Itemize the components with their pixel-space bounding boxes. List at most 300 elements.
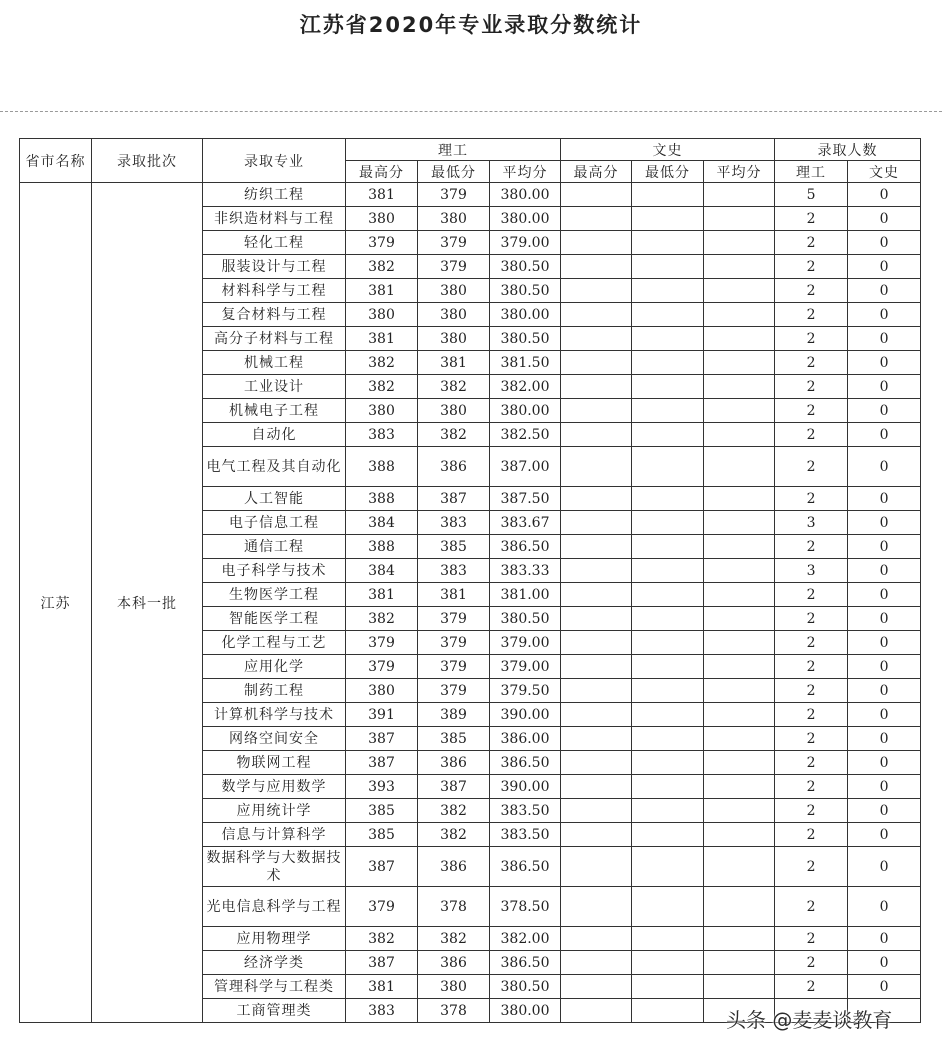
count-arts-cell: 0 [848,559,921,583]
arts-max-cell [561,423,632,447]
science-max-cell: 388 [346,447,418,487]
science-min-cell: 379 [418,631,490,655]
arts-min-cell [632,559,704,583]
arts-max-cell [561,655,632,679]
arts-min-cell [632,487,704,511]
science-max-cell: 383 [346,999,418,1023]
science-max-cell: 382 [346,375,418,399]
arts-avg-cell [704,327,775,351]
science-max-cell: 381 [346,183,418,207]
science-min-cell: 379 [418,655,490,679]
major-cell: 信息与计算科学 [203,823,346,847]
arts-avg-cell [704,351,775,375]
science-avg-cell: 381.00 [490,583,561,607]
header-row-1 [20,139,921,161]
count-science-cell: 2 [775,775,848,799]
science-max-cell: 384 [346,511,418,535]
science-max-cell: 387 [346,751,418,775]
science-max-cell: 382 [346,927,418,951]
arts-max-cell [561,447,632,487]
science-max-cell: 385 [346,823,418,847]
batch-cell: 本科一批 [92,183,203,1023]
arts-avg-cell [704,887,775,927]
science-min-cell: 379 [418,231,490,255]
science-avg-cell: 380.50 [490,607,561,631]
arts-max-cell [561,631,632,655]
count-science-cell: 2 [775,655,848,679]
arts-min-cell [632,847,704,887]
science-avg-cell: 390.00 [490,703,561,727]
arts-avg-cell [704,511,775,535]
arts-max-cell [561,511,632,535]
count-science-cell: 2 [775,423,848,447]
science-min-cell: 383 [418,511,490,535]
arts-min-cell [632,751,704,775]
arts-max-cell [561,303,632,327]
science-min-cell: 379 [418,183,490,207]
science-min-cell: 382 [418,375,490,399]
major-cell: 工商管理类 [203,999,346,1023]
arts-min-cell [632,799,704,823]
count-arts-cell: 0 [848,399,921,423]
arts-min-cell [632,447,704,487]
major-cell: 通信工程 [203,535,346,559]
arts-min-cell [632,183,704,207]
science-max-cell: 381 [346,279,418,303]
count-arts-cell: 0 [848,423,921,447]
count-science-cell: 2 [775,679,848,703]
major-cell: 纺织工程 [203,183,346,207]
major-cell: 电气工程及其自动化 [203,447,346,487]
arts-min-cell [632,583,704,607]
science-avg-cell: 383.50 [490,823,561,847]
science-max-cell: 381 [346,327,418,351]
arts-min-cell [632,655,704,679]
arts-max-cell [561,351,632,375]
arts-max-cell [561,255,632,279]
dotted-divider [0,111,942,112]
arts-avg-cell [704,975,775,999]
count-science-cell: 2 [775,607,848,631]
count-arts-cell: 0 [848,255,921,279]
arts-avg-cell [704,823,775,847]
arts-min-cell [632,207,704,231]
science-avg-cell: 386.50 [490,751,561,775]
major-cell: 智能医学工程 [203,607,346,631]
header-arts-group: 文史 [561,139,775,161]
science-min-cell: 382 [418,823,490,847]
science-min-cell: 386 [418,951,490,975]
arts-min-cell [632,279,704,303]
arts-avg-cell [704,927,775,951]
count-science-cell: 2 [775,535,848,559]
science-max-cell: 384 [346,559,418,583]
count-science-cell: 2 [775,583,848,607]
header-batch: 录取批次 [92,139,203,183]
major-cell: 光电信息科学与工程 [203,887,346,927]
count-science-cell: 2 [775,975,848,999]
science-min-cell: 380 [418,327,490,351]
arts-max-cell [561,775,632,799]
count-arts-cell: 0 [848,823,921,847]
arts-max-cell [561,375,632,399]
arts-min-cell [632,679,704,703]
science-min-cell: 387 [418,775,490,799]
science-max-cell: 379 [346,655,418,679]
science-avg-cell: 379.00 [490,231,561,255]
arts-max-cell [561,583,632,607]
count-science-cell: 3 [775,511,848,535]
arts-min-cell [632,887,704,927]
count-science-cell: 2 [775,951,848,975]
arts-max-cell [561,823,632,847]
count-science-cell: 2 [775,447,848,487]
province-cell: 江苏 [20,183,92,1023]
major-cell: 应用统计学 [203,799,346,823]
arts-min-cell [632,303,704,327]
count-science-cell: 2 [775,351,848,375]
arts-avg-cell [704,655,775,679]
arts-max-cell [561,399,632,423]
arts-avg-cell [704,423,775,447]
arts-max-cell [561,535,632,559]
science-min-cell: 389 [418,703,490,727]
header-major: 录取专业 [203,139,346,183]
arts-min-cell [632,375,704,399]
science-max-cell: 387 [346,847,418,887]
science-avg-cell: 379.00 [490,655,561,679]
count-arts-cell: 0 [848,279,921,303]
science-max-cell: 380 [346,303,418,327]
count-science-cell: 2 [775,751,848,775]
arts-avg-cell [704,799,775,823]
count-arts-cell: 0 [848,447,921,487]
major-cell: 应用物理学 [203,927,346,951]
major-cell: 管理科学与工程类 [203,975,346,999]
science-avg-cell: 380.50 [490,279,561,303]
arts-max-cell [561,279,632,303]
count-arts-cell: 0 [848,847,921,887]
arts-min-cell [632,775,704,799]
science-max-cell: 391 [346,703,418,727]
major-cell: 人工智能 [203,487,346,511]
major-cell: 生物医学工程 [203,583,346,607]
header-arts-min: 最低分 [632,161,704,183]
major-cell: 数据科学与大数据技术 [203,847,346,887]
science-max-cell: 379 [346,631,418,655]
arts-max-cell [561,231,632,255]
arts-min-cell [632,823,704,847]
science-min-cell: 379 [418,607,490,631]
science-min-cell: 379 [418,255,490,279]
science-max-cell: 387 [346,727,418,751]
major-cell: 非织造材料与工程 [203,207,346,231]
science-avg-cell: 387.00 [490,447,561,487]
count-science-cell: 2 [775,927,848,951]
science-avg-cell: 380.00 [490,183,561,207]
arts-avg-cell [704,751,775,775]
arts-max-cell [561,751,632,775]
science-min-cell: 380 [418,303,490,327]
science-avg-cell: 380.50 [490,327,561,351]
arts-min-cell [632,703,704,727]
science-avg-cell: 382.00 [490,927,561,951]
header-science-min: 最低分 [418,161,490,183]
count-arts-cell: 0 [848,703,921,727]
science-min-cell: 381 [418,351,490,375]
major-cell: 电子信息工程 [203,511,346,535]
admission-score-table [19,138,921,1023]
count-science-cell: 2 [775,375,848,399]
science-avg-cell: 390.00 [490,775,561,799]
count-arts-cell: 0 [848,655,921,679]
arts-avg-cell [704,487,775,511]
science-min-cell: 386 [418,751,490,775]
science-avg-cell: 380.50 [490,975,561,999]
arts-min-cell [632,535,704,559]
count-arts-cell: 0 [848,183,921,207]
arts-avg-cell [704,207,775,231]
science-avg-cell: 387.50 [490,487,561,511]
count-science-cell: 2 [775,399,848,423]
count-arts-cell: 0 [848,775,921,799]
arts-avg-cell [704,303,775,327]
count-arts-cell: 0 [848,631,921,655]
count-arts-cell: 0 [848,487,921,511]
arts-min-cell [632,975,704,999]
science-min-cell: 383 [418,559,490,583]
arts-avg-cell [704,559,775,583]
count-arts-cell: 0 [848,583,921,607]
count-science-cell: 2 [775,255,848,279]
major-cell: 经济学类 [203,951,346,975]
science-avg-cell: 379.00 [490,631,561,655]
major-cell: 计算机科学与技术 [203,703,346,727]
arts-min-cell [632,511,704,535]
science-max-cell: 380 [346,679,418,703]
arts-avg-cell [704,535,775,559]
major-cell: 材料科学与工程 [203,279,346,303]
science-max-cell: 379 [346,887,418,927]
arts-max-cell [561,607,632,631]
science-avg-cell: 386.00 [490,727,561,751]
arts-max-cell [561,679,632,703]
science-max-cell: 381 [346,975,418,999]
major-cell: 物联网工程 [203,751,346,775]
arts-avg-cell [704,231,775,255]
science-avg-cell: 380.00 [490,999,561,1023]
science-max-cell: 387 [346,951,418,975]
header-arts-avg: 平均分 [704,161,775,183]
science-avg-cell: 379.50 [490,679,561,703]
count-arts-cell: 0 [848,679,921,703]
count-arts-cell: 0 [848,511,921,535]
count-arts-cell: 0 [848,727,921,751]
arts-min-cell [632,607,704,631]
science-avg-cell: 386.50 [490,951,561,975]
science-avg-cell: 380.00 [490,207,561,231]
science-avg-cell: 380.00 [490,303,561,327]
count-science-cell: 2 [775,327,848,351]
science-min-cell: 385 [418,727,490,751]
science-avg-cell: 383.50 [490,799,561,823]
science-min-cell: 386 [418,847,490,887]
arts-avg-cell [704,631,775,655]
table-row [20,183,921,207]
header-science-group: 理工 [346,139,561,161]
science-min-cell: 378 [418,887,490,927]
count-science-cell: 2 [775,487,848,511]
major-cell: 自动化 [203,423,346,447]
arts-avg-cell [704,775,775,799]
arts-max-cell [561,887,632,927]
arts-min-cell [632,927,704,951]
science-max-cell: 382 [346,351,418,375]
major-cell: 制药工程 [203,679,346,703]
major-cell: 复合材料与工程 [203,303,346,327]
count-arts-cell: 0 [848,951,921,975]
science-max-cell: 379 [346,231,418,255]
count-arts-cell: 0 [848,207,921,231]
count-arts-cell: 0 [848,535,921,559]
science-avg-cell: 381.50 [490,351,561,375]
arts-max-cell [561,951,632,975]
major-cell: 网络空间安全 [203,727,346,751]
header-science-max: 最高分 [346,161,418,183]
count-arts-cell: 0 [848,351,921,375]
arts-min-cell [632,631,704,655]
arts-min-cell [632,727,704,751]
major-cell: 化学工程与工艺 [203,631,346,655]
science-avg-cell: 386.50 [490,847,561,887]
science-avg-cell: 382.00 [490,375,561,399]
watermark: 头条 @麦麦谈教育 [726,1008,893,1032]
science-min-cell: 380 [418,279,490,303]
major-cell: 电子科学与技术 [203,559,346,583]
major-cell: 数学与应用数学 [203,775,346,799]
arts-min-cell [632,255,704,279]
count-science-cell: 2 [775,727,848,751]
count-science-cell: 2 [775,279,848,303]
arts-min-cell [632,231,704,255]
count-arts-cell: 0 [848,975,921,999]
science-max-cell: 388 [346,535,418,559]
count-science-cell: 2 [775,847,848,887]
count-science-cell: 2 [775,823,848,847]
count-arts-cell: 0 [848,607,921,631]
count-science-cell: 3 [775,559,848,583]
science-max-cell: 385 [346,799,418,823]
arts-avg-cell [704,375,775,399]
science-avg-cell: 380.50 [490,255,561,279]
count-science-cell: 5 [775,183,848,207]
arts-avg-cell [704,447,775,487]
count-arts-cell: 0 [848,303,921,327]
science-avg-cell: 382.50 [490,423,561,447]
count-science-cell: 2 [775,631,848,655]
science-max-cell: 381 [346,583,418,607]
arts-max-cell [561,207,632,231]
science-avg-cell: 383.67 [490,511,561,535]
science-min-cell: 380 [418,207,490,231]
science-min-cell: 379 [418,679,490,703]
science-min-cell: 380 [418,975,490,999]
count-arts-cell: 0 [848,887,921,927]
count-science-cell: 2 [775,303,848,327]
arts-avg-cell [704,279,775,303]
header-count-arts: 文史 [848,161,921,183]
header-arts-max: 最高分 [561,161,632,183]
count-arts-cell: 0 [848,927,921,951]
arts-avg-cell [704,847,775,887]
arts-avg-cell [704,607,775,631]
arts-avg-cell [704,399,775,423]
science-min-cell: 382 [418,799,490,823]
arts-max-cell [561,487,632,511]
header-count-group: 录取人数 [775,139,921,161]
arts-avg-cell [704,951,775,975]
arts-avg-cell [704,583,775,607]
arts-min-cell [632,351,704,375]
science-min-cell: 387 [418,487,490,511]
science-min-cell: 381 [418,583,490,607]
arts-max-cell [561,327,632,351]
count-science-cell: 2 [775,703,848,727]
page-title: 江苏省2020年专业录取分数统计 [299,13,643,37]
science-max-cell: 388 [346,487,418,511]
arts-max-cell [561,999,632,1023]
arts-max-cell [561,799,632,823]
science-min-cell: 380 [418,399,490,423]
major-cell: 机械电子工程 [203,399,346,423]
major-cell: 高分子材料与工程 [203,327,346,351]
science-max-cell: 383 [346,423,418,447]
arts-avg-cell [704,255,775,279]
major-cell: 轻化工程 [203,231,346,255]
count-arts-cell: 0 [848,799,921,823]
science-max-cell: 393 [346,775,418,799]
science-avg-cell: 380.00 [490,399,561,423]
arts-avg-cell [704,703,775,727]
arts-max-cell [561,975,632,999]
arts-min-cell [632,951,704,975]
count-arts-cell: 0 [848,751,921,775]
arts-min-cell [632,327,704,351]
arts-max-cell [561,183,632,207]
arts-max-cell [561,727,632,751]
arts-min-cell [632,423,704,447]
header-count-science: 理工 [775,161,848,183]
count-science-cell: 2 [775,207,848,231]
science-max-cell: 380 [346,399,418,423]
major-cell: 机械工程 [203,351,346,375]
arts-min-cell [632,399,704,423]
header-science-avg: 平均分 [490,161,561,183]
science-min-cell: 386 [418,447,490,487]
arts-max-cell [561,927,632,951]
arts-max-cell [561,847,632,887]
arts-avg-cell [704,679,775,703]
science-min-cell: 382 [418,423,490,447]
arts-avg-cell [704,183,775,207]
science-avg-cell: 378.50 [490,887,561,927]
science-max-cell: 380 [346,207,418,231]
science-min-cell: 378 [418,999,490,1023]
science-min-cell: 382 [418,927,490,951]
arts-max-cell [561,703,632,727]
count-science-cell: 2 [775,231,848,255]
count-arts-cell: 0 [848,375,921,399]
